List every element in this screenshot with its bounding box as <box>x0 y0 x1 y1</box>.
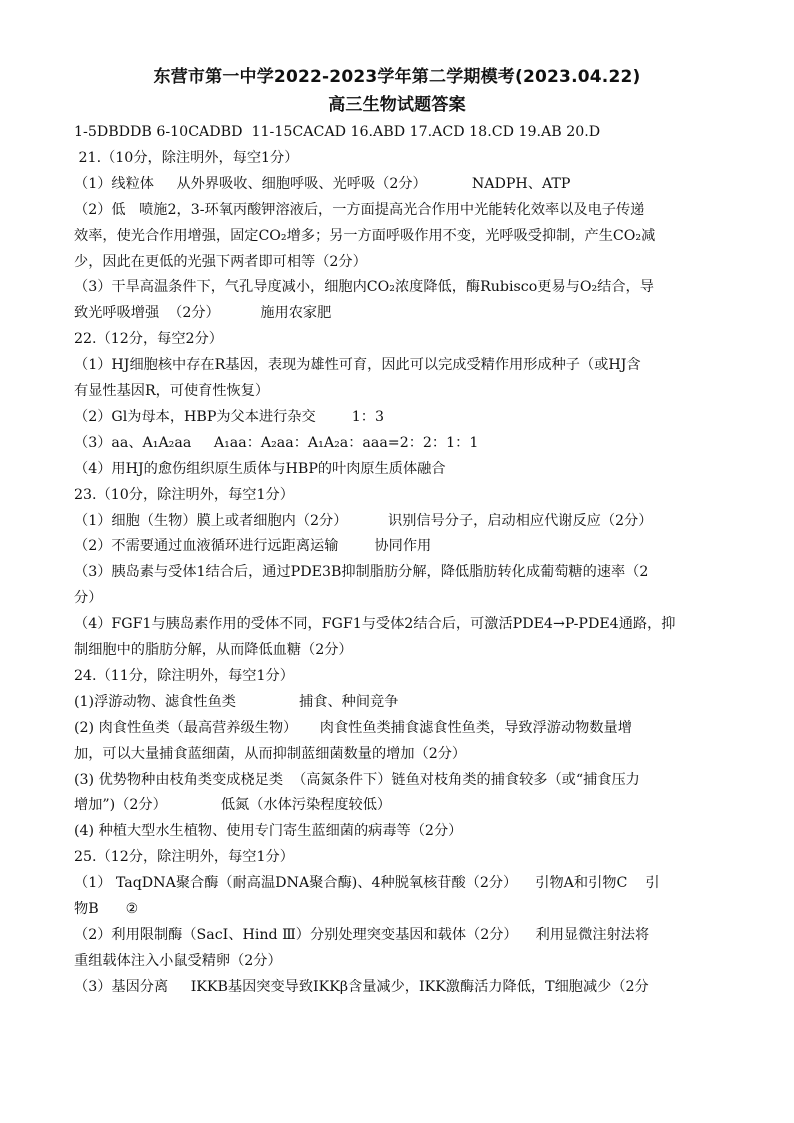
answer-line: 效率，使光合作用增强，固定CO₂增多；另一方面呼吸作用不变，光呼吸受抑制，产生CO₂减 <box>74 227 656 244</box>
answer-line: （2）低 喷施2，3-环氧丙酸钾溶液后，一方面提高光合作用中光能转化效率以及电子传递 <box>74 201 645 218</box>
answer-line: （4）用HJ的愈伤组织原生质体与HBP的叶肉原生质体融合 <box>74 460 446 477</box>
answer-line: (3) 优势物种由枝角类变成桡足类 （高氮条件下）链鱼对枝角类的捕食较多（或“捕食压力 <box>74 771 640 788</box>
answer-line: （2）Gl为母本，HBP为父本进行杂交 1：3 <box>74 408 384 425</box>
answer-line: 少，因此在更低的光强下两者即可相等（2分） <box>74 253 367 270</box>
answer-line: （2）不需要通过血液循环进行远距离运输 协同作用 <box>74 538 432 555</box>
answer-line: (1)浮游动物、滤食性鱼类 捕食、种间竞争 <box>74 693 399 710</box>
answer-line: 分） <box>74 590 103 607</box>
answer-line: （3）胰岛素与受体1结合后，通过PDE3B抑制脂肪分解，降低脂肪转化成葡萄糖的速率（2 <box>74 564 649 581</box>
answer-line: 有显性基因R，可使育性恢复） <box>74 383 270 399</box>
answer-line: 制细胞中的脂肪分解，从而降低血糖（2分） <box>74 642 353 658</box>
answer-line: 致光呼吸增强 （2分） 施用农家肥 <box>74 305 332 322</box>
answer-line: （3）基因分离 IKKB基因突变导致IKKβ含量减少，IKK激酶活力降低，T细胞减少（2分 <box>74 978 649 995</box>
answer-line: （1）HJ细胞核中存在R基因，表现为雄性可育，因此可以完成受精作用形成种子（或HJ含 <box>74 357 641 374</box>
answer-line: （4）FGF1与胰岛素作用的受体不同，FGF1与受体2结合后，可激活PDE4→P-PDE4通路，抑 <box>74 616 676 633</box>
answer-line: （2）利用限制酶（SacⅠ、Hind Ⅲ）分别处理突变基因和载体（2分） 利用显微注射法将 <box>74 926 650 943</box>
answer-line: 25.（12分，除注明外，每空1分） <box>74 849 294 866</box>
answer-line: （3）aa、A₁A₂aa A₁aa：A₂aa：A₁A₂a：aaa=2：2：1：1 <box>74 434 479 451</box>
answer-line: （3）干旱高温条件下，气孔导度减小，细胞内CO₂浓度降低，酶Rubisco更易与O₂结合，导 <box>74 279 654 296</box>
answer-line: 22.（12分，每空2分） <box>74 331 223 348</box>
answer-line: 1-5DBDDB 6-10CADBD 11-15CACAD 16.ABD 17.ACD 18.CD 19.AB 20.D <box>74 124 601 140</box>
answer-line: (4) 种植大型水生植物、使用专门寄生蓝细菌的病毒等（2分） <box>74 823 463 840</box>
answer-line: 加，可以大量捕食蓝细菌，从而抑制蓝细菌数量的增加（2分） <box>74 745 467 762</box>
page-subtitle: 高三生物试题答案 <box>328 95 466 115</box>
answer-line: 增加”)（2分） 低氮（水体污染程度较低） <box>74 797 392 814</box>
answer-line: （1） TaqDNA聚合酶（耐高温DNA聚合酶)、4种脱氧核苷酸（2分） 引物A和引物C 引 <box>74 875 660 892</box>
answer-line: 重组载体注入小鼠受精卵（2分） <box>74 952 282 969</box>
answer-line: 23.（10分，除注明外，每空1分） <box>74 486 294 503</box>
page-title: 东营市第一中学2022-2023学年第二学期模考(2023.04.22) <box>153 67 641 87</box>
answer-line: (2) 肉食性鱼类（最高营养级生物） 肉食性鱼类捕食滤食性鱼类，导致浮游动物数量增 <box>74 719 632 736</box>
answer-line: 物B ② <box>74 901 139 917</box>
answer-line: （1）线粒体 从外界吸收、细胞呼吸、光呼吸（2分） NADPH、ATP <box>74 175 571 192</box>
answer-line: 21.（10分，除注明外，每空1分） <box>74 149 299 166</box>
answer-line: （1）细胞（生物）膜上或者细胞内（2分） 识别信号分子，启动相应代谢反应（2分） <box>74 512 653 529</box>
answer-line: 24.（11分，除注明外，每空1分） <box>74 667 294 684</box>
